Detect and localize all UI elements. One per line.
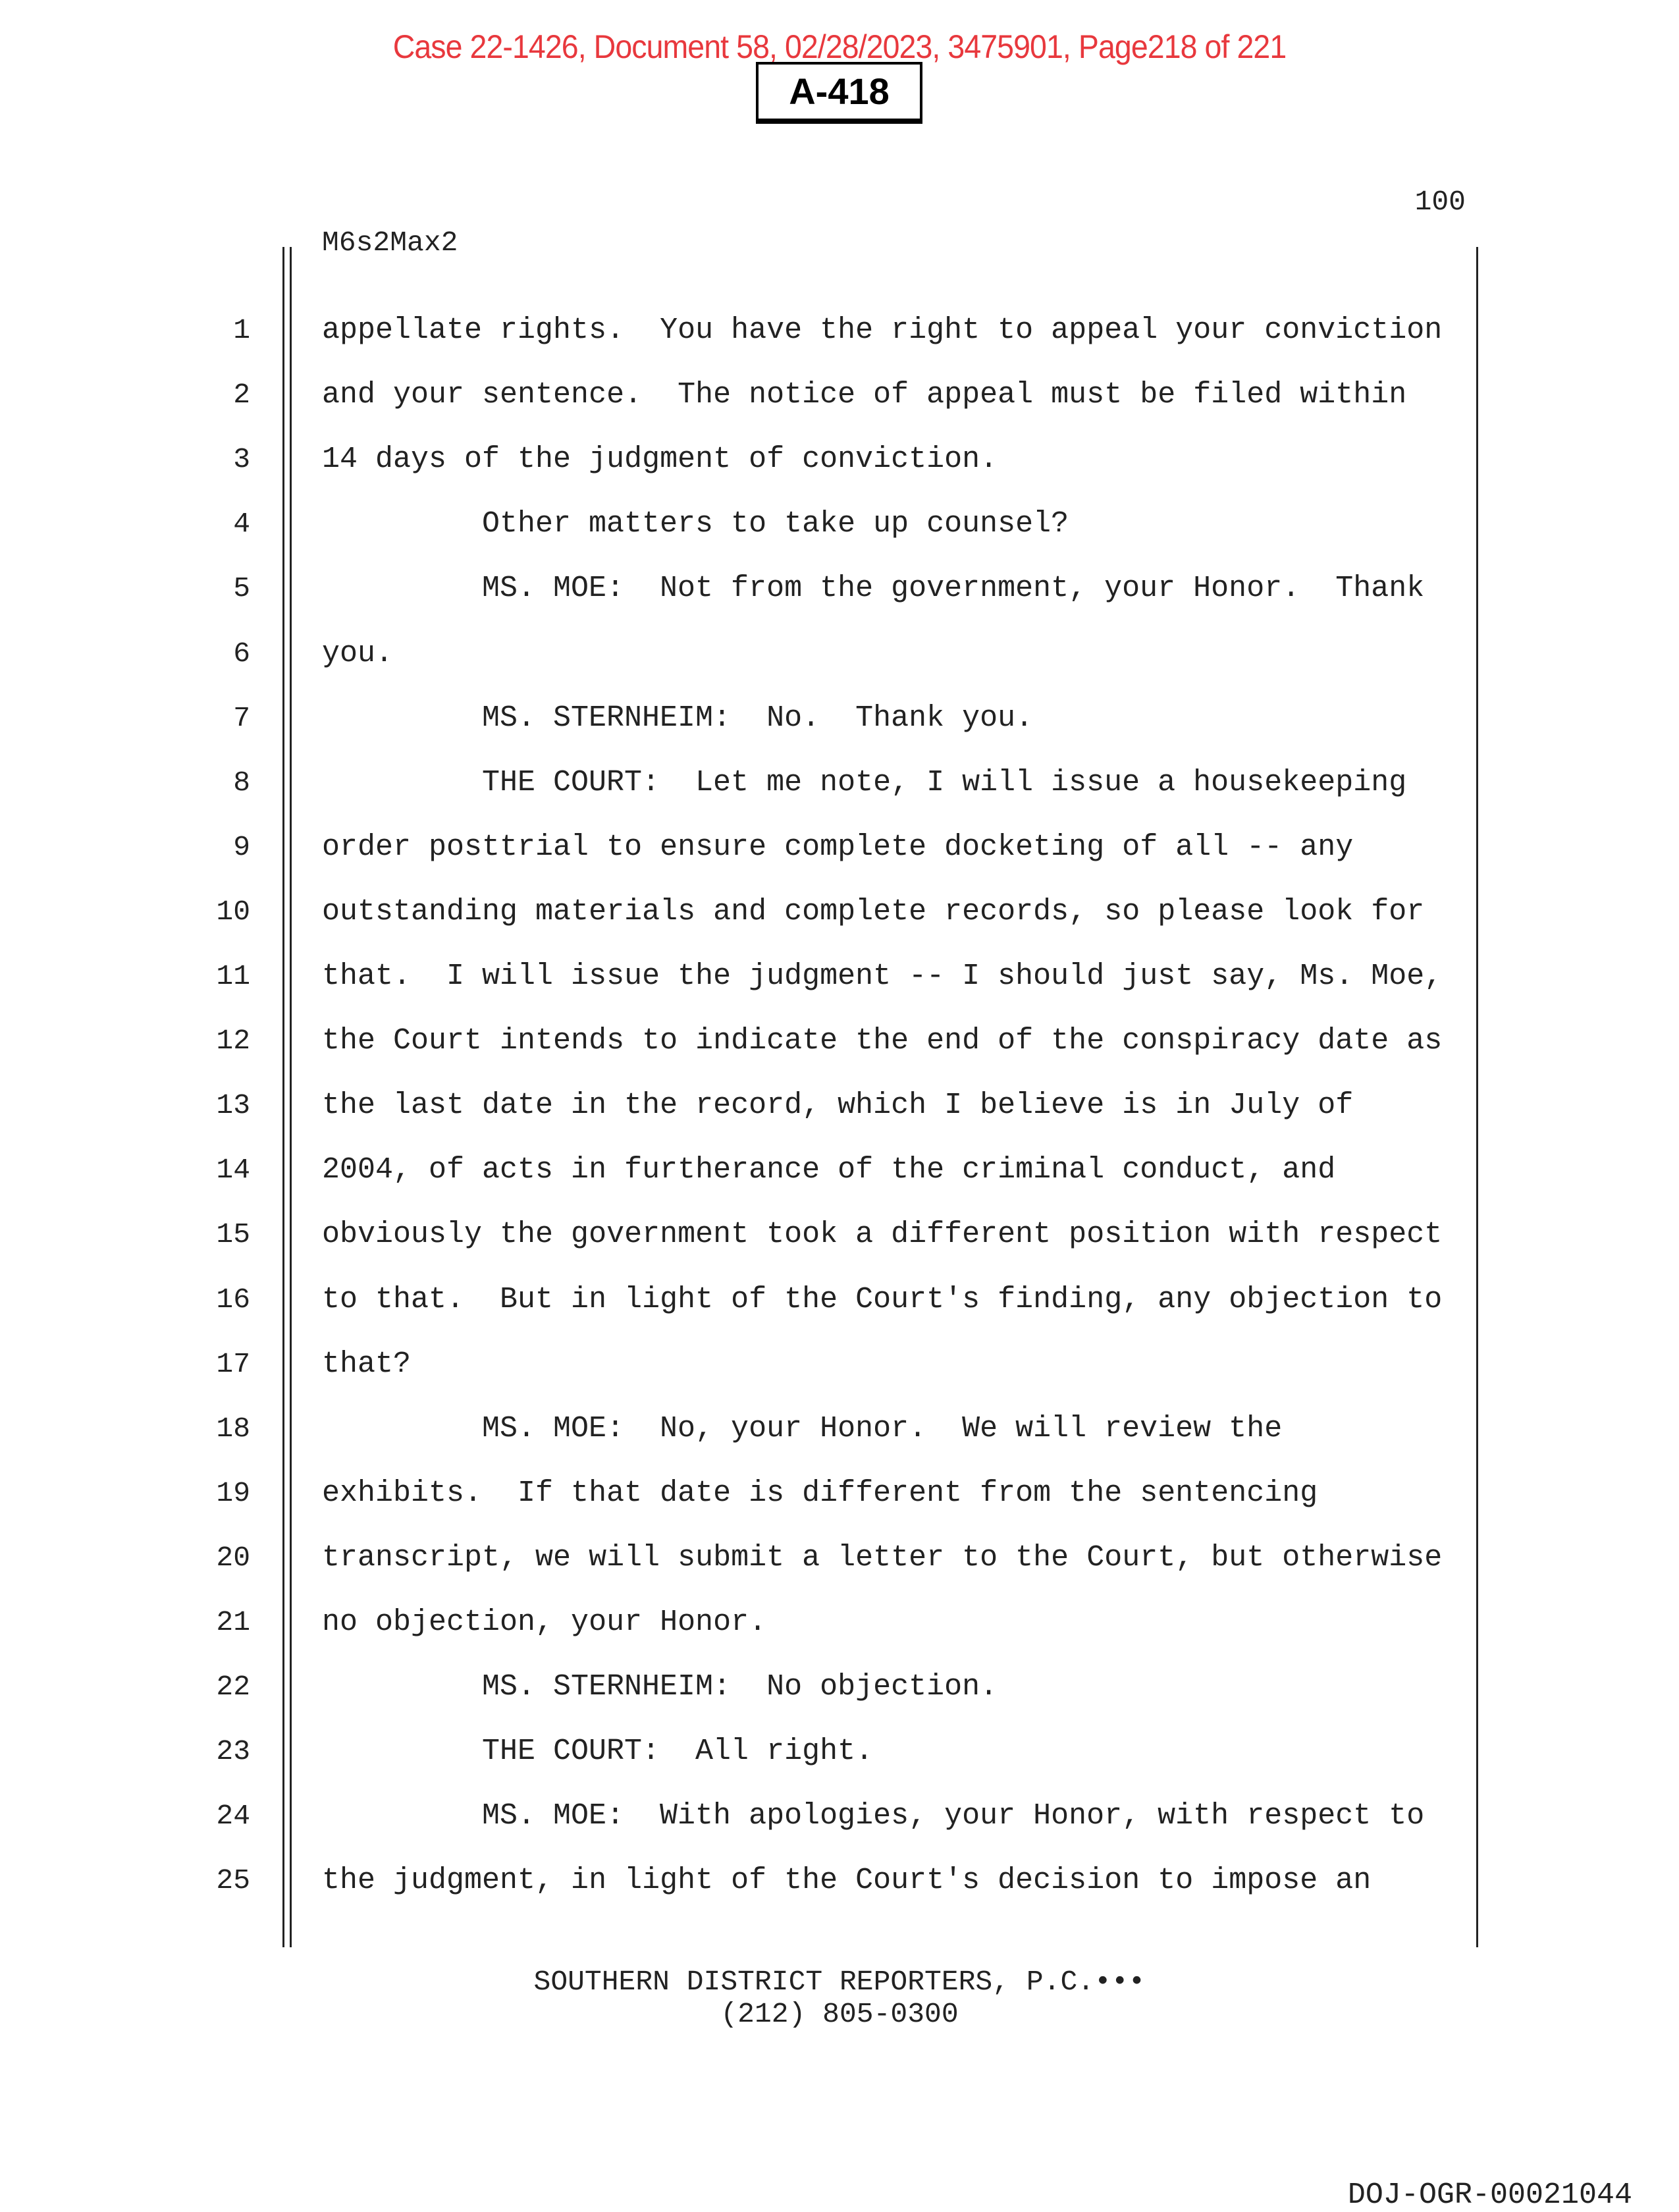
transcript-line: MS. MOE: With apologies, your Honor, with respect to [482,1799,1425,1833]
line-number: 5 [233,572,250,605]
transcript-line: transcript, we will submit a letter to the Court, but otherwise [322,1540,1443,1575]
line-number: 22 [216,1671,250,1704]
line-number: 13 [216,1089,250,1122]
line-number: 10 [216,895,250,928]
transcript-line: to that. But in light of the Court's finding, any objection to [322,1282,1443,1316]
transcript-line: 2004, of acts in furtherance of the criminal conduct, and [322,1153,1336,1187]
transcript-line: the judgment, in light of the Court's decision to impose an [322,1864,1372,1898]
transcript-line: 14 days of the judgment of conviction. [322,443,998,477]
transcript-line: obviously the government took a different position with respect [322,1218,1443,1252]
transcript-line: MS. MOE: Not from the government, your Honor. Thank [482,572,1425,606]
transcript-line: MS. STERNHEIM: No. Thank you. [482,701,1034,735]
transcript-line: exhibits. If that date is different from the sentencing [322,1476,1318,1510]
left-margin-rule-inner [290,247,292,1947]
transcript-line: that. I will issue the judgment -- I should just say, Ms. Moe, [322,959,1443,993]
line-number: 8 [233,766,250,799]
line-number: 4 [233,508,250,541]
transcript-line: no objection, your Honor. [322,1605,767,1639]
line-number: 20 [216,1541,250,1574]
transcript-line: MS. STERNHEIM: No objection. [482,1670,998,1704]
line-number: 21 [216,1606,250,1638]
case-id: M6s2Max2 [322,227,458,259]
line-number: 6 [233,637,250,670]
transcript-line: the Court intends to indicate the end of the conspiracy date as [322,1024,1443,1058]
line-number: 2 [233,379,250,412]
transcript-line: THE COURT: Let me note, I will issue a housekeeping [482,765,1407,799]
line-number: 23 [216,1735,250,1768]
transcript-line: MS. MOE: No, your Honor. We will review the [482,1411,1283,1445]
transcript-line: Other matters to take up counsel? [482,507,1069,541]
line-number: 24 [216,1800,250,1833]
line-number: 17 [216,1347,250,1380]
left-margin-rule [282,247,284,1947]
line-number: 3 [233,443,250,476]
line-number: 12 [216,1025,250,1058]
line-number: 18 [216,1412,250,1445]
filing-stamp: Case 22-1426, Document 58, 02/28/2023, 3475901, Page218 of 221 [392,28,1287,65]
line-number: 15 [216,1218,250,1251]
reporter-phone: (212) 805-0300 [720,1998,959,2030]
transcript-line: outstanding materials and complete records, so please look for [322,894,1425,929]
exhibit-label: A-418 [756,62,922,124]
right-margin-rule [1476,247,1478,1947]
page-number: 100 [1414,186,1466,218]
line-number: 14 [216,1154,250,1187]
line-number: 19 [216,1476,250,1509]
transcript-line: and your sentence. The notice of appeal must be filed within [322,378,1407,412]
line-number: 16 [216,1283,250,1316]
bates-number: DOJ-OGR-00021044 [1347,2178,1632,2212]
transcript-line: that? [322,1347,412,1381]
line-number: 7 [233,701,250,734]
transcript-line: order posttrial to ensure complete docketing of all -- any [322,830,1354,864]
line-number: 25 [216,1864,250,1897]
line-number: 9 [233,830,250,863]
transcript-line: you. [322,636,394,670]
reporter-name: SOUTHERN DISTRICT REPORTERS, P.C.••• [533,1966,1146,1998]
transcript-line: THE COURT: All right. [482,1735,874,1769]
transcript-line: appellate rights. You have the right to appeal your conviction [322,313,1443,347]
line-number: 1 [233,314,250,346]
line-number: 11 [216,960,250,992]
transcript-line: the last date in the record, which I believe is in July of [322,1089,1354,1123]
